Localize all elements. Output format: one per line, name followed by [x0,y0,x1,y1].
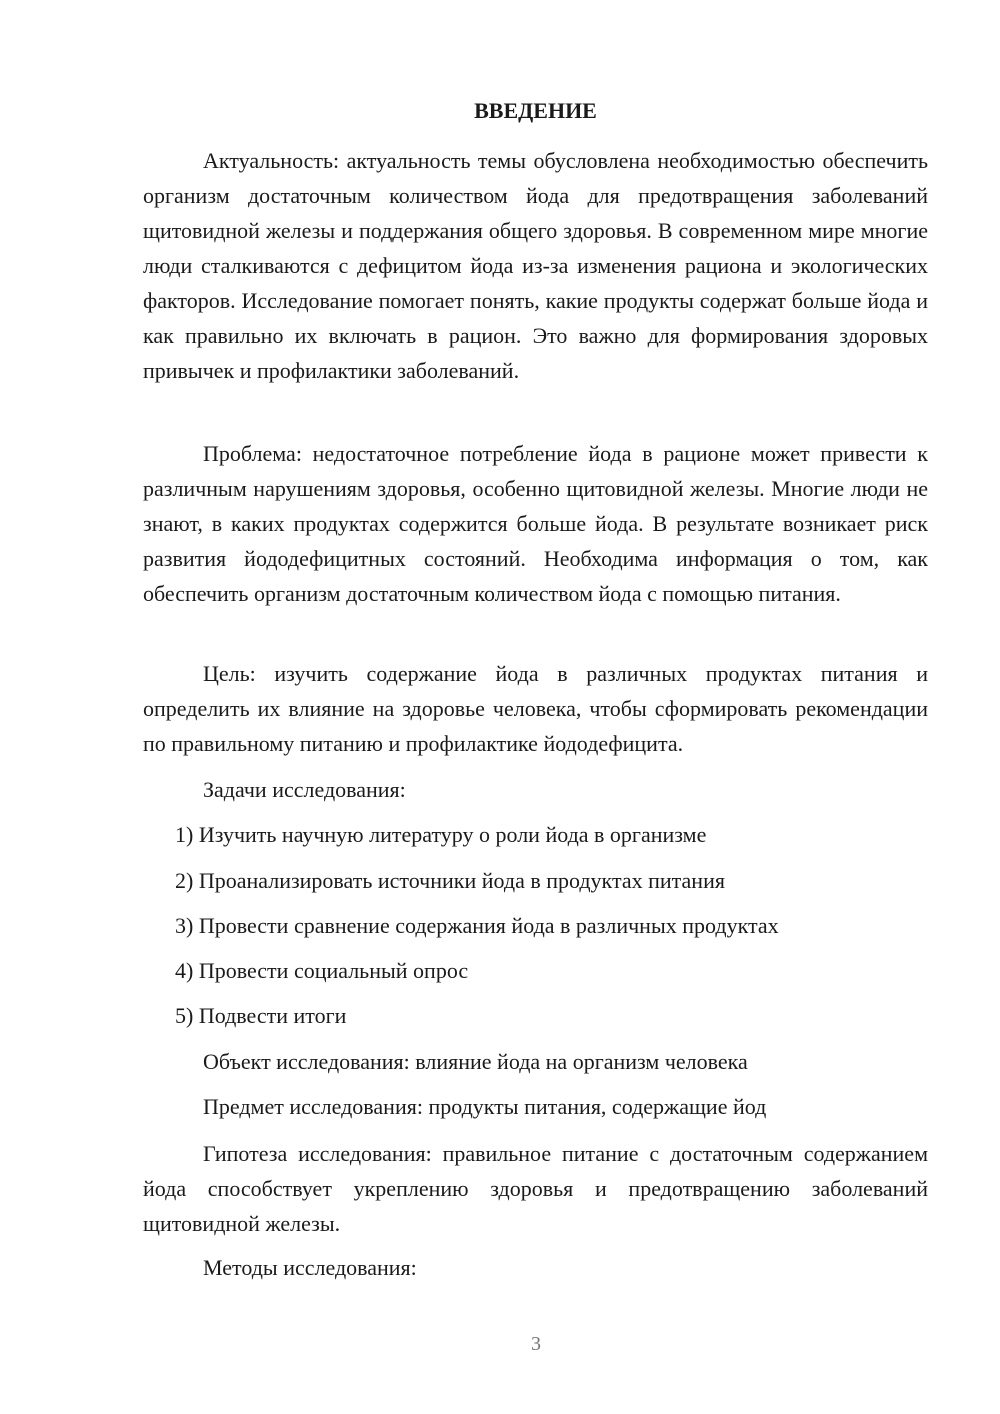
paragraph-relevance: Актуальность: актуальность темы обусловлена необходимостью обеспечить организм достаточным количеством йода для предотвращения заболеваний щитовидной железы и поддержания общего здоровья. В современном мире многие люди сталкиваются с дефицитом йода из-за изменения рациона и экологических факторов. Исследование помогает понять, какие продукты содержат больше йода и как правильно их включать в рацион. Это важно для формирования здоровых привычек и профилактики заболеваний. [143,148,928,383]
research-object: Объект исследования: влияние йода на организм человека [203,1049,748,1074]
task-item-1: 1) Изучить научную литературу о роли йода в организме [175,822,707,847]
paragraph-problem: Проблема: недостаточное потребление йода в рационе может привести к различным нарушениям здоровья, особенно щитовидной железы. Многие люди не знают, в каких продуктах содержится больше йода. В результате возникает риск развития йододефицитных состояний. Необходима информация о том, как обеспечить организм достаточным количеством йода с помощью питания. [143,441,928,606]
paragraph-goal: Цель: изучить содержание йода в различных продуктах питания и определить их влияние на здоровье человека, чтобы сформировать рекомендации по правильному питанию и профилактике йододефицита. [143,661,928,756]
task-item-2: 2) Проанализировать источники йода в продуктах питания [175,868,725,893]
page-title: ВВЕДЕНИЕ [474,98,597,123]
task-item-4: 4) Провести социальный опрос [175,958,469,983]
research-subject: Предмет исследования: продукты питания, содержащие йод [203,1094,767,1119]
research-hypothesis: Гипотеза исследования: правильное питание с достаточным содержанием йода способствует укреплению здоровья и предотвращению заболеваний щитовидной железы. [143,1141,928,1236]
methods-heading: Методы исследования: [203,1255,417,1280]
task-item-5: 5) Подвести итоги [175,1003,347,1028]
page-number: 3 [531,1333,541,1355]
task-item-3: 3) Провести сравнение содержания йода в различных продуктах [175,913,779,938]
tasks-heading: Задачи исследования: [203,777,406,802]
